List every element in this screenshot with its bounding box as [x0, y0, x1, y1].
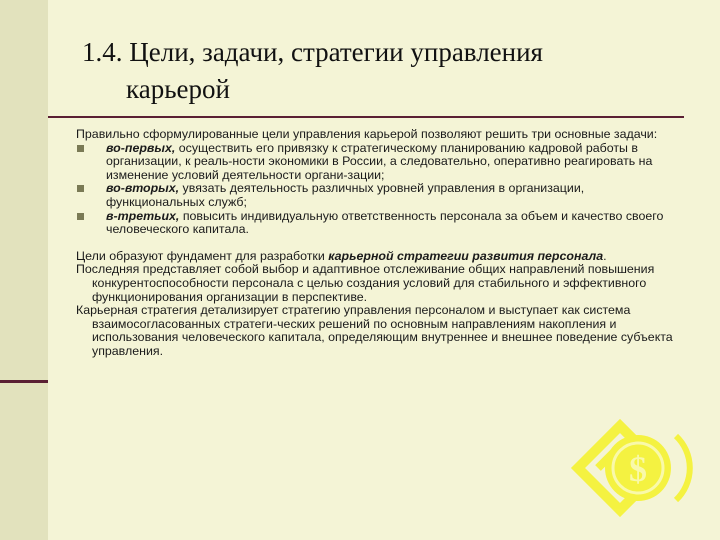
slide-title	[82, 34, 682, 108]
bullet-text-2: увязать деятельность различных уровней управления в организации, функциональных служб;	[106, 181, 585, 209]
bullet-text-3: повысить индивидуальную ответственность персонала за объем и качество своего человеческого капитала.	[106, 208, 664, 237]
left-band	[0, 0, 48, 540]
bullet-square-icon	[77, 145, 84, 152]
intro-paragraph: Правильно сформулированные цели управления карьерой позволяют решить три основные задачи:	[76, 127, 658, 141]
bullet-item-1	[76, 142, 684, 183]
left-band-rule	[0, 380, 48, 383]
paragraph-choice: Последняя представляет собой выбор и адаптивное отслеживание общих направлений повышения конкурентоспособности персонала с целью создания условий для стабильного и эффективного функционирования организации в перспективе.	[76, 262, 655, 304]
bullet-lead-1: во-первых,	[106, 140, 176, 155]
paragraph-detail: Карьерная стратегия детализирует стратегию управления персоналом и выступает как система взаимосогласованных стратеги-ческих решений по основным направлениям накопления и использования человеческого капитала, определяющим внутреннее и внешнее поведение субъекта управления.	[76, 303, 673, 358]
title-line-2: карьерой	[126, 74, 230, 104]
dollar-symbol: $	[629, 449, 647, 489]
bullet-lead-3: в-третьих,	[106, 208, 180, 223]
paragraph-strategy	[76, 250, 684, 264]
p1-pre: Цели образуют фундамент для разработки	[76, 248, 329, 263]
title-line-1: 1.4. Цели, задачи, стратегии управления	[82, 37, 543, 67]
dollar-coin-icon	[558, 408, 708, 534]
bullet-text-1: осуществить его привязку к стратегическому планированию кадровой работы в организации, к реаль-ности экономики в России, а следовательно, оперативно реагировать на изменение условий деятельности органи-зации;	[106, 140, 653, 182]
bullet-square-icon	[77, 185, 84, 192]
bullet-lead-2: во-вторых,	[106, 181, 180, 196]
bullet-square-icon	[77, 213, 84, 220]
p1-emphasis: карьерной стратегии развития персонала	[328, 248, 604, 263]
bullet-item-2	[76, 182, 684, 209]
p1-post: .	[603, 248, 607, 263]
title-rule	[48, 116, 684, 118]
slide-body	[76, 128, 684, 359]
bullet-item-3	[76, 210, 684, 237]
